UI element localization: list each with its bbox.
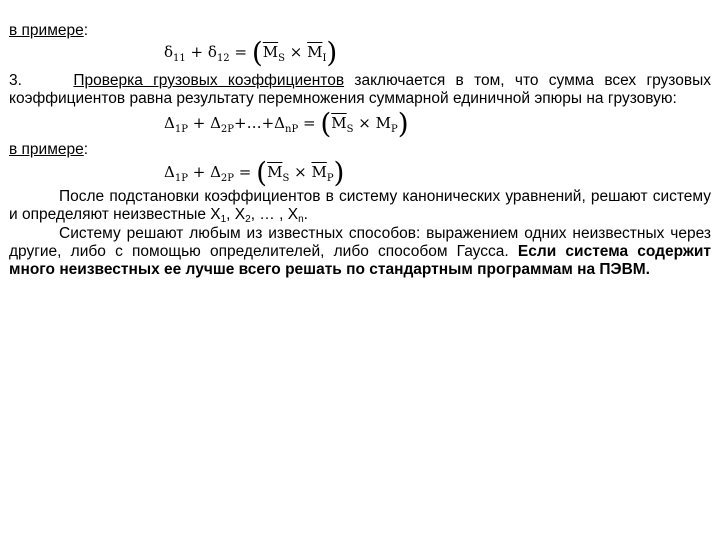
item3-line1: 3. Проверка грузовых коэффициентов заключается в том, что сумма всех грузовых bbox=[9, 72, 711, 89]
item-number: 3. bbox=[9, 72, 22, 89]
example-label-text: в примере bbox=[9, 141, 84, 158]
formula-item3: $\Delta_{1P}$ + $\Delta_{2P}+\dots+\Delta_{nP} = (\overline{M}_S \times M_P)$ bbox=[164, 107, 409, 140]
item3-line2: коэффициентов равна результату перемножения суммарной единичной эпюры на грузовую: bbox=[9, 90, 677, 107]
example-label-2: в примере: bbox=[9, 141, 89, 158]
example-label-1: в примере: bbox=[9, 22, 89, 39]
formula-example-1: $\delta_{11} + \delta_{12} = (\overline{M}_S \times \overline{M}_I)$ bbox=[164, 36, 338, 69]
paragraph-solution: После подстановки коэффициентов в систему канонических уравнений, решают систему и определяют неизвестные X1, X2, … , Xn. bbox=[9, 188, 711, 225]
example-label-text: в примере bbox=[9, 22, 84, 39]
bold-note: Если система содержит много неизвестных ее лучше всего решать по стандартным программам на ПЭВМ. bbox=[9, 243, 712, 278]
item3-heading: Проверка грузовых коэффициентов bbox=[73, 72, 345, 89]
formula-example-2: $\Delta_{1P} + \Delta_{2P} = (\overline{M}_S \times \overline{M}_P)$ bbox=[164, 156, 345, 189]
paragraph-methods: Систему решают любым из известных способов: выражением одних неизвестных через другие, либо с помощью определителей, либо способом Гаусса. Если система содержит много неизвестных ее лучше всего решать по стандартным программам на ПЭВМ. bbox=[9, 225, 712, 278]
